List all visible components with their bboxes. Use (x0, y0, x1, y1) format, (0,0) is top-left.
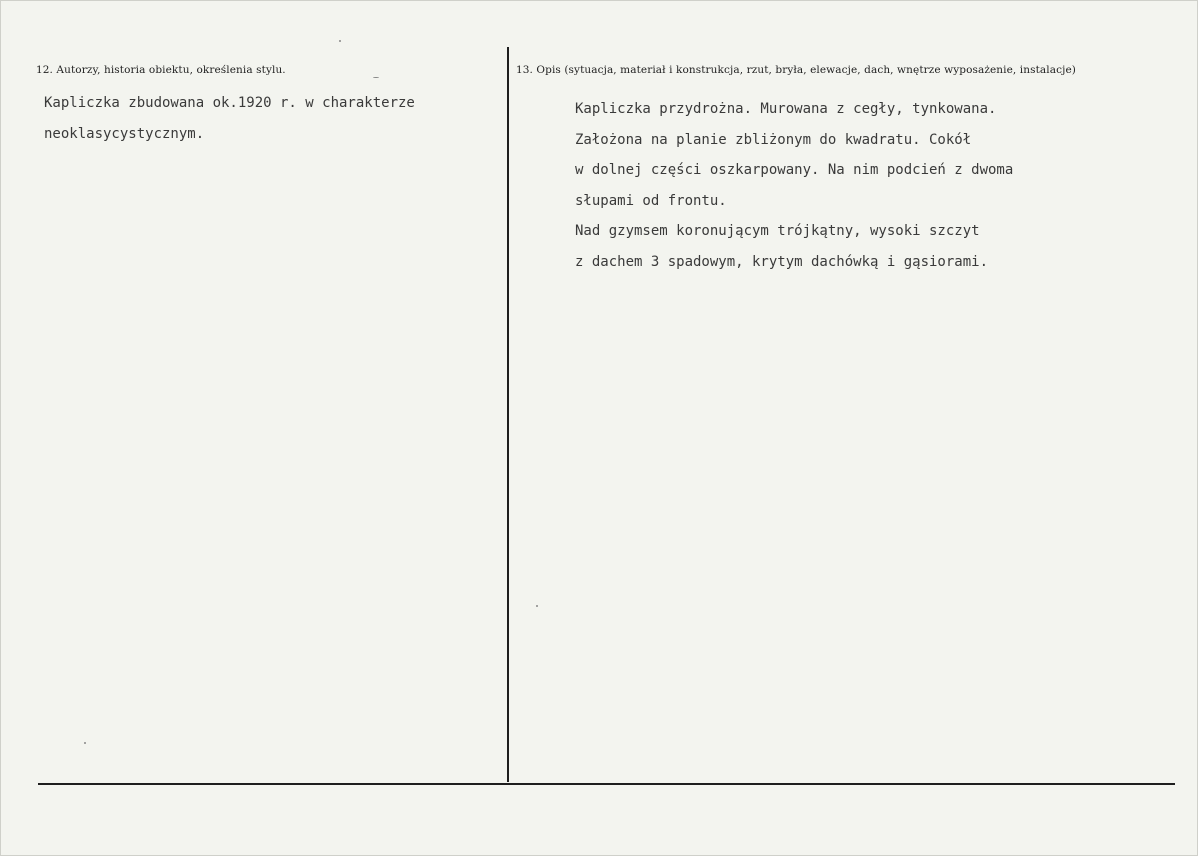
bottom-rule (38, 783, 1175, 785)
section-13-line: w dolnej części oszkarpowany. Na nim podcień z dwoma (575, 162, 1014, 178)
section-13-line: słupami od frontu. (575, 192, 727, 209)
section-13-text (575, 94, 1013, 277)
paper-speck (373, 77, 379, 78)
section-13-line: z dachem 3 spadowym, krytym dachówką i gąsiorami. (575, 253, 989, 270)
paper-speck (339, 40, 341, 42)
section-12-line: neoklasycystycznym. (44, 126, 205, 142)
section-13-line: Kapliczka przydrożna. Murowana z cegły, tynkowana. (575, 101, 997, 117)
paper-speck (84, 742, 86, 744)
section-13-line: Założona na planie zbliżonym do kwadratu. Cokół (575, 131, 972, 148)
section-12-line: Kapliczka zbudowana ok.1920 r. w charakterze (44, 95, 415, 111)
section-12-label: 12. Autorzy, historia obiektu, określenia stylu. (36, 64, 286, 76)
paper-speck (536, 605, 538, 607)
section-13-line: Nad gzymsem koronującym trójkątny, wysoki szczyt (575, 223, 980, 239)
section-13-label: 13. Opis (sytuacja, materiał i konstrukcja, rzut, bryła, elewacje, dach, wnętrze wyposażenie, instalacje) (516, 64, 1076, 76)
section-12-text (44, 88, 415, 150)
column-divider (507, 47, 509, 782)
